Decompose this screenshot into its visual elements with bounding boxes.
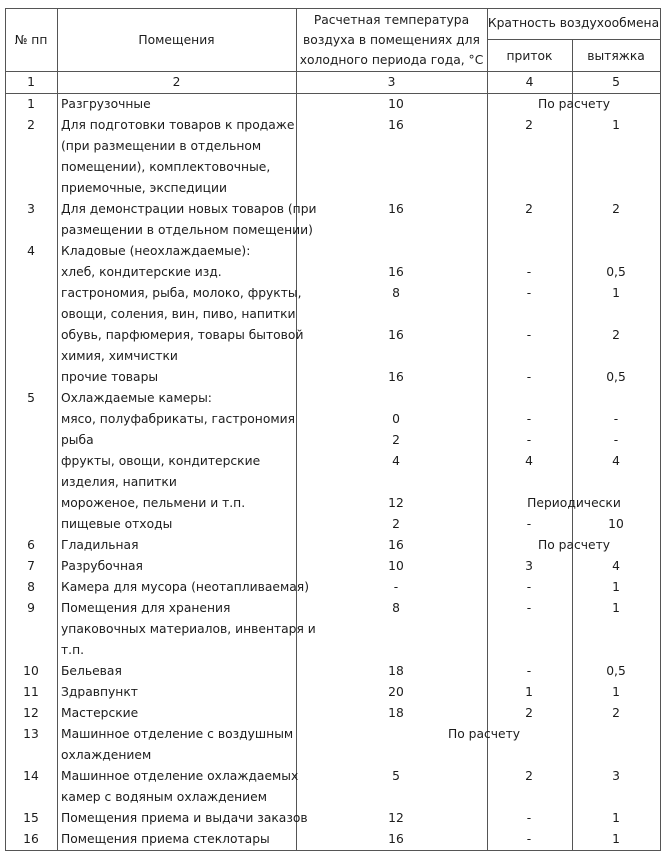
header-temp-line-1: Расчетная температура xyxy=(313,13,470,27)
temperature-value: 16 xyxy=(388,832,404,846)
supply-value: - xyxy=(526,328,532,342)
room-name: Машинное отделение с воздушным xyxy=(61,727,294,741)
room-name: Разгрузочные xyxy=(61,97,151,111)
room-name: пищевые отходы xyxy=(61,517,173,531)
temperature-value: 18 xyxy=(388,706,404,720)
exhaust-value: 0,5 xyxy=(606,664,626,678)
supply-value: - xyxy=(526,517,532,531)
room-name: Бельевая xyxy=(61,664,122,678)
room-name: Кладовые (неохлаждаемые): xyxy=(61,244,251,258)
supply-value: - xyxy=(526,580,532,594)
col-number: 3 xyxy=(387,75,396,89)
row-number: 9 xyxy=(27,601,35,615)
header-exhaust: вытяжка xyxy=(587,49,645,63)
temperature-value: 5 xyxy=(392,769,400,783)
supply-value: 2 xyxy=(525,118,533,132)
merged-span-note: По расчету xyxy=(447,727,521,741)
room-name: Машинное отделение охлаждаемых xyxy=(61,769,299,783)
room-name: изделия, напитки xyxy=(61,475,177,489)
row-number: 6 xyxy=(27,538,35,552)
supply-value: 1 xyxy=(525,685,533,699)
header-num: № пп xyxy=(14,33,48,47)
exhaust-value: 1 xyxy=(612,286,620,300)
row-number: 13 xyxy=(23,727,39,741)
supply-value: 3 xyxy=(525,559,533,573)
col-number: 4 xyxy=(525,75,534,89)
row-number: 14 xyxy=(23,769,39,783)
room-name: камер с водяным охлаждением xyxy=(61,790,268,804)
room-name: Помещения приема и выдачи заказов xyxy=(61,811,308,825)
exhaust-value: 3 xyxy=(612,769,620,783)
row-number: 8 xyxy=(27,580,35,594)
exhaust-value: 0,5 xyxy=(606,370,626,384)
exhaust-value: 1 xyxy=(612,832,620,846)
temperature-value: 16 xyxy=(388,118,404,132)
temperature-value: 16 xyxy=(388,202,404,216)
col-number: 2 xyxy=(172,75,181,89)
row-number: 15 xyxy=(23,811,39,825)
row-number: 4 xyxy=(27,244,35,258)
supply-value: - xyxy=(526,286,532,300)
row-number: 3 xyxy=(27,202,35,216)
header-temp-line-2: воздуха в помещениях для xyxy=(303,33,480,47)
room-name: т.п. xyxy=(61,643,85,657)
room-name: Для демонстрации новых товаров (при xyxy=(61,202,317,216)
exhaust-value: 2 xyxy=(612,706,620,720)
room-name: упаковочных материалов, инвентаря и xyxy=(61,622,316,636)
room-name: фрукты, овощи, кондитерские xyxy=(61,454,261,468)
room-name: овощи, соления, вин, пиво, напитки xyxy=(61,307,296,321)
room-name: гастрономия, рыба, молоко, фрукты, xyxy=(61,286,302,300)
supply-value: 4 xyxy=(525,454,533,468)
temperature-value: - xyxy=(393,580,399,594)
row-number: 2 xyxy=(27,118,35,132)
temperature-value: 2 xyxy=(392,433,400,447)
exhaust-value: 4 xyxy=(612,454,620,468)
exhaust-value: 2 xyxy=(612,202,620,216)
exhaust-value: 0,5 xyxy=(606,265,626,279)
exchange-span-note: По расчету xyxy=(537,97,611,111)
room-name: обувь, парфюмерия, товары бытовой xyxy=(61,328,304,342)
temperature-value: 8 xyxy=(392,286,400,300)
supply-value: - xyxy=(526,265,532,279)
temperature-value: 12 xyxy=(388,496,404,510)
exchange-span-note: По расчету xyxy=(537,538,611,552)
room-name: мороженое, пельмени и т.п. xyxy=(61,496,246,510)
temperature-value: 16 xyxy=(388,265,404,279)
room-name: Камера для мусора (неотапливаемая) xyxy=(61,580,309,594)
supply-value: - xyxy=(526,412,532,426)
exhaust-value: 1 xyxy=(612,601,620,615)
col-number: 1 xyxy=(27,75,35,89)
header-room: Помещения xyxy=(138,33,215,47)
supply-value: 2 xyxy=(525,769,533,783)
room-name: размещении в отдельном помещении) xyxy=(61,223,313,237)
room-name: мясо, полуфабрикаты, гастрономия xyxy=(61,412,296,426)
room-name: Разрубочная xyxy=(61,559,143,573)
header-air-exchange: Кратность воздухообмена xyxy=(487,16,660,30)
supply-value: - xyxy=(526,832,532,846)
exchange-span-note: Периодически xyxy=(527,496,621,510)
room-name: рыба xyxy=(61,433,94,447)
room-name: Для подготовки товаров к продаже xyxy=(61,118,295,132)
exhaust-value: 2 xyxy=(612,328,620,342)
temperature-value: 20 xyxy=(388,685,404,699)
supply-value: - xyxy=(526,664,532,678)
temperature-value: 0 xyxy=(392,412,400,426)
header-supply: приток xyxy=(506,49,553,63)
row-number: 7 xyxy=(27,559,35,573)
room-name: Гладильная xyxy=(61,538,139,552)
temperature-value: 4 xyxy=(392,454,400,468)
exhaust-value: 1 xyxy=(612,685,620,699)
row-number: 16 xyxy=(23,832,39,846)
room-name: помещении), комплектовочные, xyxy=(61,160,271,174)
temperature-value: 12 xyxy=(388,811,404,825)
room-name: Помещения приема стеклотары xyxy=(61,832,270,846)
supply-value: - xyxy=(526,433,532,447)
supply-value: - xyxy=(526,811,532,825)
row-number: 5 xyxy=(27,391,35,405)
temperature-value: 16 xyxy=(388,370,404,384)
supply-value: - xyxy=(526,601,532,615)
room-name: (при размещении в отдельном xyxy=(61,139,262,153)
temperature-value: 10 xyxy=(388,559,404,573)
temperature-value: 18 xyxy=(388,664,404,678)
room-name: Здравпункт xyxy=(61,685,138,699)
exhaust-value: 1 xyxy=(612,811,620,825)
room-name: прочие товары xyxy=(61,370,159,384)
supply-value: - xyxy=(526,370,532,384)
exhaust-value: - xyxy=(613,433,619,447)
temperature-value: 10 xyxy=(388,97,404,111)
temperature-value: 8 xyxy=(392,601,400,615)
exhaust-value: 1 xyxy=(612,118,620,132)
row-number: 12 xyxy=(23,706,39,720)
temperature-value: 16 xyxy=(388,538,404,552)
row-number: 11 xyxy=(23,685,39,699)
room-name: охлаждением xyxy=(61,748,152,762)
room-name: приемочные, экспедиции xyxy=(61,181,227,195)
exhaust-value: 10 xyxy=(608,517,624,531)
exhaust-value: 4 xyxy=(612,559,620,573)
room-name: Мастерские xyxy=(61,706,139,720)
row-number: 10 xyxy=(23,664,39,678)
supply-value: 2 xyxy=(525,202,533,216)
header-temp-line-3: холодного периода года, °С xyxy=(299,53,484,67)
room-name: Охлаждаемые камеры: xyxy=(61,391,212,405)
exhaust-value: 1 xyxy=(612,580,620,594)
col-number: 5 xyxy=(612,75,620,89)
row-number: 1 xyxy=(27,97,35,111)
room-name: Помещения для хранения xyxy=(61,601,231,615)
exhaust-value: - xyxy=(613,412,619,426)
supply-value: 2 xyxy=(525,706,533,720)
temperature-value: 16 xyxy=(388,328,404,342)
temperature-value: 2 xyxy=(392,517,400,531)
room-name: хлеб, кондитерские изд. xyxy=(61,265,222,279)
room-name: химия, химчистки xyxy=(61,349,178,363)
